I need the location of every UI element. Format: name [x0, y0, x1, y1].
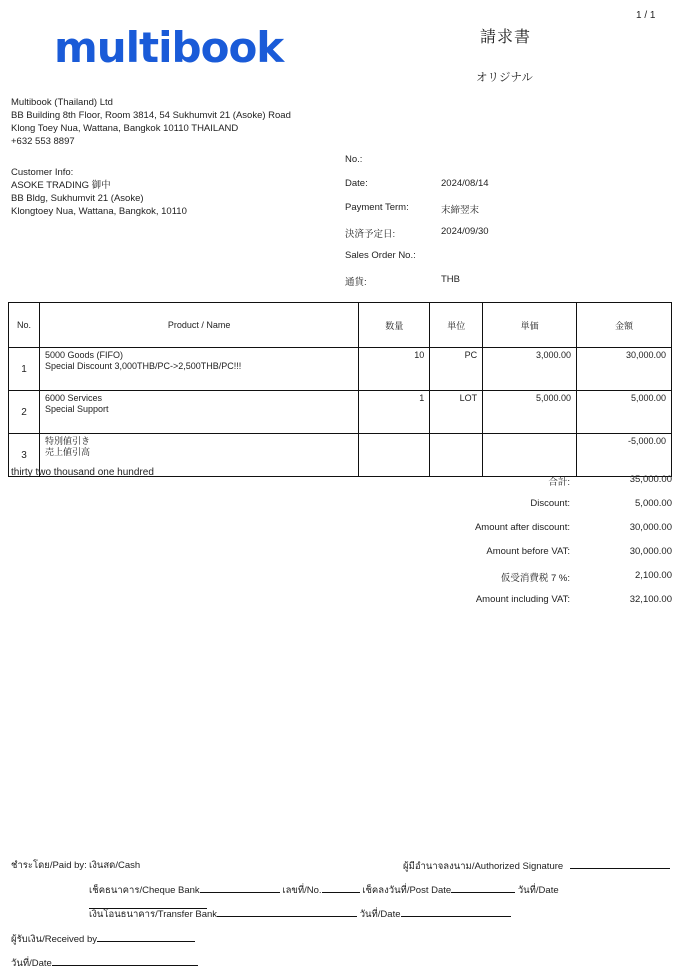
- table-row: [9, 348, 672, 391]
- unit-price-cell: 3,000.00: [483, 348, 577, 391]
- company-phone: +632 553 8897: [11, 136, 75, 147]
- meta-label: Sales Order No.:: [345, 250, 416, 261]
- discount-value: 5,000.00: [635, 498, 672, 509]
- column-header: 単価: [483, 303, 577, 348]
- post-date-label: เช็คลงวันที่/Post Date: [362, 885, 452, 896]
- row-number: 2: [9, 391, 40, 434]
- customer-info: [11, 166, 187, 218]
- transfer-bank-blank: [217, 906, 357, 917]
- meta-value: 2024/09/30: [441, 226, 489, 237]
- meta-row-number: [345, 154, 645, 168]
- discount-label: Discount:: [530, 498, 570, 509]
- customer-name: ASOKE TRADING 御中: [11, 180, 111, 191]
- row-number: 3: [9, 434, 40, 477]
- after-discount-label: Amount after discount:: [474, 522, 570, 533]
- unit-cell: LOT: [430, 391, 483, 434]
- transfer-date-label: วันที่/Date: [359, 909, 401, 920]
- amount-cell: -5,000.00: [577, 434, 672, 477]
- unit-price-cell: [483, 434, 577, 477]
- company-address-line1: BB Building 8th Floor, Room 3814, 54 Sukhumvit 21 (Asoke) Road: [11, 110, 291, 121]
- company-name: Multibook (Thailand) Ltd: [11, 97, 113, 108]
- product-cell: [39, 391, 358, 434]
- transfer-bank-label: เงินโอนธนาคาร/Transfer Bank: [89, 909, 218, 920]
- after-discount-row: [400, 522, 672, 536]
- including-vat-row: [400, 594, 672, 608]
- meta-value: 末締翌末: [441, 205, 480, 216]
- document-title: 請求書: [480, 29, 532, 46]
- amount-cell: 30,000.00: [577, 348, 672, 391]
- total-value: 35,000.00: [629, 474, 672, 485]
- product-name: 特別値引き: [44, 436, 90, 446]
- unit-price-cell: 5,000.00: [483, 391, 577, 434]
- customer-address-line2: Klongtoey Nua, Wattana, Bangkok, 10110: [11, 206, 187, 217]
- customer-address-line1: BB Bldg, Sukhumvit 21 (Asoke): [11, 193, 144, 204]
- cheque-no-label: เลขที่/No.: [282, 885, 322, 896]
- authorized-signature-line: [403, 858, 670, 874]
- company-address-line2: Klong Toey Nua, Wattana, Bangkok 10110 THAILAND: [11, 123, 239, 134]
- unit-cell: PC: [430, 348, 483, 391]
- cheque-no-blank: [322, 882, 360, 893]
- document-subtitle: オリジナル: [476, 72, 533, 84]
- meta-row-settlement-date: [345, 226, 645, 240]
- table-header-row: [9, 303, 672, 348]
- transfer-bank-line: [89, 906, 511, 922]
- cash-label: เงินสด/Cash: [89, 860, 141, 871]
- authorized-signature-label: ผู้มีอำนาจลงนาม/Authorized Signature: [403, 861, 564, 872]
- before-vat-row: [400, 546, 672, 560]
- before-vat-value: 30,000.00: [629, 546, 672, 557]
- total-label: 合計:: [548, 477, 570, 488]
- meta-row-sales-order: [345, 250, 645, 264]
- meta-label: 決済予定日:: [345, 229, 396, 240]
- received-date-blank: [52, 955, 198, 966]
- amount-in-words: thirty two thousand one hundred: [11, 467, 154, 478]
- column-header: 単位: [430, 303, 483, 348]
- meta-label: No.:: [345, 154, 363, 165]
- product-description: Special Discount 3,000THB/PC->2,500THB/PC!!!: [44, 361, 242, 371]
- column-header: 数量: [359, 303, 430, 348]
- vat-label: 仮受消費税 7 %:: [500, 573, 570, 584]
- before-vat-label: Amount before VAT:: [486, 546, 570, 557]
- vat-row: [400, 570, 672, 584]
- post-date-blank: [451, 882, 515, 893]
- column-header: No.: [9, 303, 40, 348]
- row-number: 1: [9, 348, 40, 391]
- column-header: Product / Name: [39, 303, 358, 348]
- quantity-cell: 1: [359, 391, 430, 434]
- meta-row-currency: [345, 274, 645, 288]
- meta-row-payment-term: [345, 202, 645, 216]
- vat-value: 2,100.00: [635, 570, 672, 581]
- meta-value: 2024/08/14: [441, 178, 489, 189]
- meta-value: THB: [441, 274, 460, 285]
- after-discount-value: 30,000.00: [629, 522, 672, 533]
- meta-label: Date:: [345, 178, 368, 189]
- company-logo: multibook: [54, 23, 284, 72]
- quantity-cell: [359, 434, 430, 477]
- cheque-bank-blank: [200, 882, 280, 893]
- quantity-cell: 10: [359, 348, 430, 391]
- product-name: 5000 Goods (FIFO): [44, 350, 123, 360]
- unit-cell: [430, 434, 483, 477]
- signature-blank: [570, 858, 670, 869]
- product-description: 売上値引高: [44, 447, 90, 457]
- amount-cell: 5,000.00: [577, 391, 672, 434]
- received-by-line: [11, 931, 195, 947]
- discount-row: [400, 498, 672, 512]
- meta-label: 通貨:: [345, 277, 367, 288]
- page-number: 1 / 1: [636, 10, 656, 21]
- received-by-label: ผู้รับเงิน/Received by: [11, 934, 97, 945]
- product-name: 6000 Services: [44, 393, 102, 403]
- cheque-bank-label: เช็คธนาคาร/Cheque Bank: [89, 885, 200, 896]
- meta-row-date: [345, 178, 645, 192]
- product-description: Special Support: [44, 404, 109, 414]
- received-by-blank: [97, 931, 195, 942]
- customer-label: Customer Info:: [11, 167, 74, 178]
- received-date-label: วันที่/Date: [11, 958, 52, 969]
- product-cell: [39, 348, 358, 391]
- company-info: [11, 96, 291, 148]
- meta-label: Payment Term:: [345, 202, 409, 213]
- paid-by-label: ชำระโดย/Paid by:: [11, 860, 87, 871]
- line-items-table: [8, 302, 672, 477]
- cheque-date-label: วันที่/Date: [517, 885, 559, 896]
- table-row: [9, 391, 672, 434]
- total-row: [400, 474, 672, 488]
- including-vat-value: 32,100.00: [629, 594, 672, 605]
- including-vat-label: Amount including VAT:: [475, 594, 570, 605]
- column-header: 金額: [577, 303, 672, 348]
- transfer-date-blank: [401, 906, 511, 917]
